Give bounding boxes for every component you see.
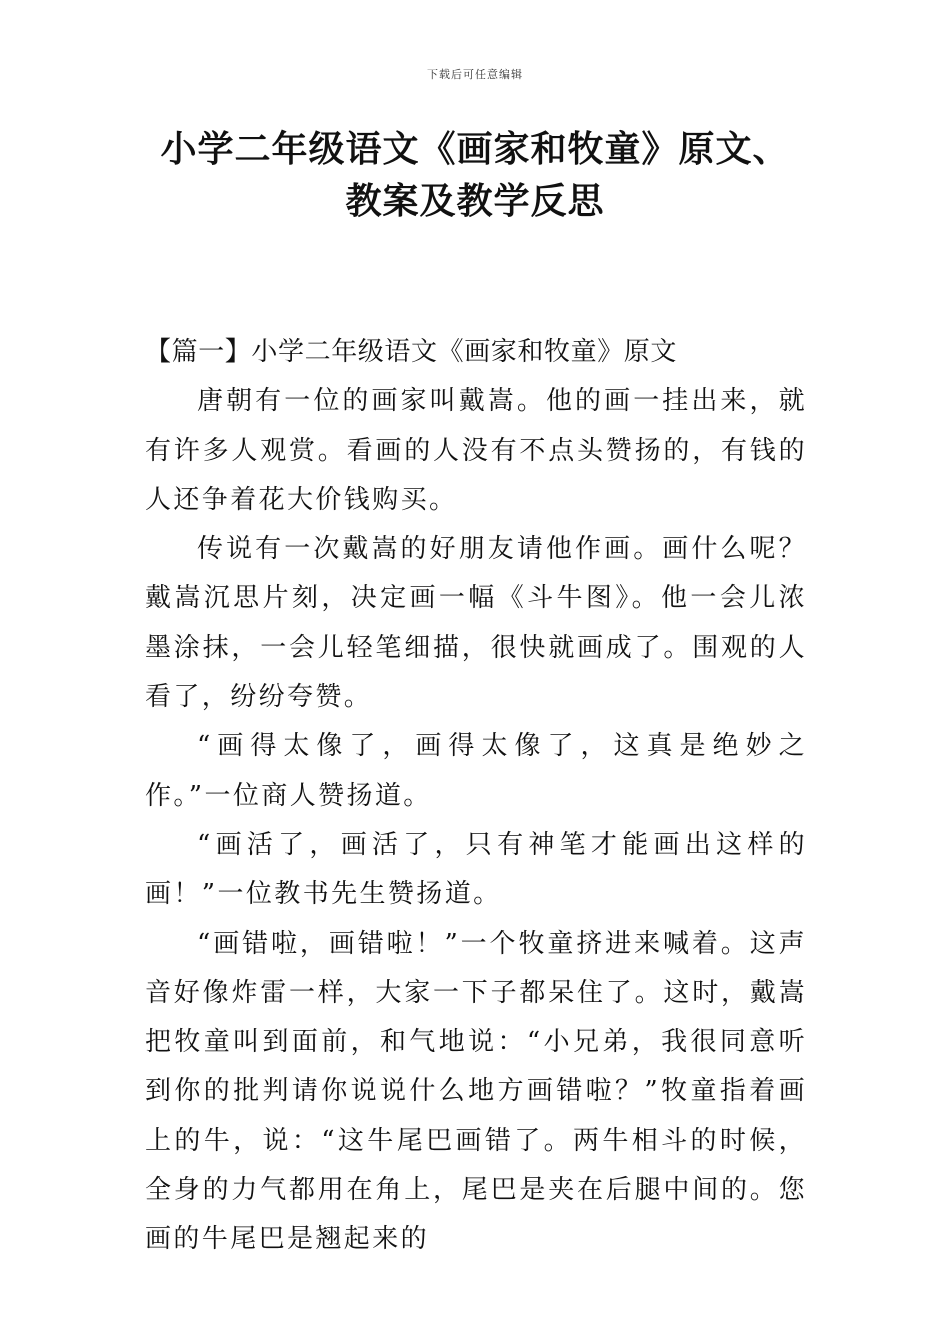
paragraph: 唐朝有一位的画家叫戴嵩。他的画一挂出来，就有许多人观赏。看画的人没有不点头赞扬的，有钱的人还争着花大价钱购买。 [145,386,807,515]
section-heading: 【篇一】小学二年级语文《画家和牧童》原文 [145,337,678,367]
document-body [145,328,807,1265]
document-title: 小学二年级语文《画家和牧童》原文、教案及教学反思 [160,129,790,222]
header-note: 下载后可任意编辑 [427,68,523,81]
paragraph: 传说有一次戴嵩的好朋友请他作画。画什么呢？戴嵩沉思片刻，决定画一幅《斗牛图》。他一会儿浓墨涂抹，一会儿轻笔细描，很快就画成了。围观的人看了，纷纷夸赞。 [145,534,807,713]
paragraph: “画活了，画活了，只有神笔才能画出这样的画！”一位教书先生赞扬道。 [145,829,807,910]
paragraph: “画得太像了，画得太像了，这真是绝妙之作。”一位商人赞扬道。 [145,731,807,811]
paragraph: “画错啦，画错啦！”一个牧童挤进来喊着。这声音好像炸雷一样，大家一下子都呆住了。这时，戴嵩把牧童叫到面前，和气地说：“小兄弟，我很同意听到你的批判请你说说什么地方画错啦？”牧童指着画上的牛，说：“这牛尾巴画错了。两牛相斗的时候，全身的力气都用在角上，尾巴是夹在后腿中间的。您画的牛尾巴是翘起来的 [145,928,807,1255]
